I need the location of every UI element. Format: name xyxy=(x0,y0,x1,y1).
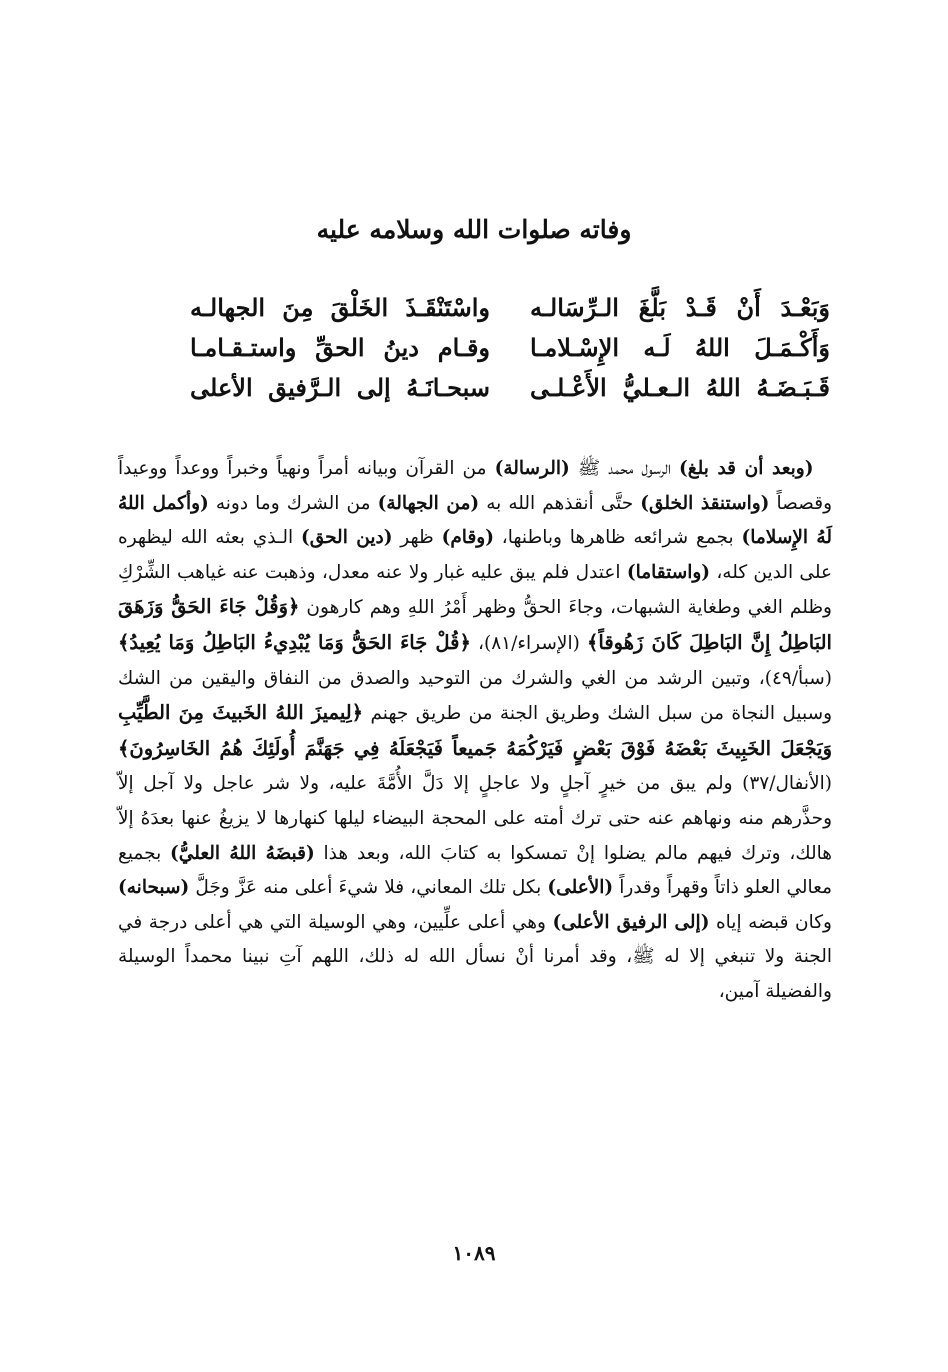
verse-first-hemistich: قَـبَـضَـهُ اللهُ الـعـليُّ الأَعْـلـى xyxy=(530,373,830,402)
surah-reference: (الإسراء/٨١)، xyxy=(470,632,587,654)
quoted-verse-phrase: (وبعد أن قد بلغ) xyxy=(678,458,814,479)
verse-first-hemistich: وَبَعْـدَ أَنْ قَـدْ بَلَّغَ الـرِّسَالـه xyxy=(530,293,830,322)
quoted-verse-phrase: (إلى الرفيق الأعلى) xyxy=(552,911,710,933)
quoted-verse-phrase: (قبضَهُ اللهُ العليُّ) xyxy=(170,842,315,864)
verse-first-hemistich: وَأَكْـمَـلَ اللهُ لَـه الإِسْـلامـا xyxy=(530,333,830,362)
text-run: بجمع شرائعه ظاهرها وباطنها، xyxy=(493,527,742,549)
page-number: ١٠٨٩ xyxy=(452,1241,496,1265)
commentary-paragraph xyxy=(118,452,832,1010)
text-run: الرسول محمد ﷺ xyxy=(569,458,679,479)
quoted-verse-phrase: (سبحانه) xyxy=(118,877,190,899)
poem-block xyxy=(190,290,830,410)
poem-verse xyxy=(190,330,830,370)
text-run: اعتدل فلم يبق عليه غبار ولا عنه معدل، وذهبت عنه غياهب الشِّرْكِ وظلم الغي وطغاية الشبهات، وجاءَ الحقُّ وظهر أَمْرُ اللهِ وهم كارهون xyxy=(118,561,832,619)
text-run: ولم يبق من خيرٍ آجلٍ ولا عاجلٍ إلا دَلَّ الأُمَّةَ عليه، ولا شر عاجل ولا آجل إلاّ وحذَّرهم منه ونهاهم عنه حتى ترك أمته على المحجة البيضاء ليلها كنهارها لا يزيغُ عنها بعدَهُ إلاّ هالك، وترك فيهم مالم يضلوا إنْ تمسكوا به كتابَ الله، وبعد هذا xyxy=(118,773,832,864)
quoted-verse-phrase: (واستنقذ الخلق) xyxy=(640,492,770,514)
quoted-verse-phrase: (الأعلى) xyxy=(547,877,614,899)
quoted-verse-phrase: (وقام) xyxy=(441,527,494,549)
text-run: وهي أعلى علِّيين، وهي الوسيلة التي هي أعلى درجة في الجنة ولا تنبغي إلا له ﷺ، وقد أمرنا أنْ نسأل الله له ذلك، اللهم آتِ نبينا محمداً الوسيلة والفضيلة آمين، xyxy=(118,911,832,1002)
quoted-verse-phrase: (الرسالة) xyxy=(494,458,570,479)
quoted-verse-phrase: (دين الحق) xyxy=(300,527,393,549)
quran-quote: ﴿قُلْ جَاءَ الحَقُّ وَمَا يُبْدِيءُ البَاطِلُ وَمَا يُعِيدُ﴾ xyxy=(118,630,471,654)
quran-quote: ﴿وَقُلْ جَاءَ الحَقُّ وَزَهَقَ البَاطِلُ إِنَّ البَاطِلَ كَانَ زَهُوقاً﴾ xyxy=(118,595,832,654)
surah-reference: (سبأ/٤٩)، xyxy=(750,667,832,689)
commentary-text xyxy=(118,452,832,1010)
quoted-verse-phrase: (وأكمل اللهُ لَهُ الإِسلاما) xyxy=(118,492,832,549)
text-run: بكل تلك المعاني، فلا شيءَ أعلى منه عَزَّ وجَلَّ xyxy=(189,877,548,899)
text-run: ظهر xyxy=(392,527,442,549)
text-run: وكان قبضه إياه xyxy=(709,911,832,933)
quoted-verse-phrase: (واستقاما) xyxy=(626,561,711,583)
quoted-verse-phrase: (من الجهالة) xyxy=(377,492,480,514)
text-run: بجميع معالي العلو ذاتاً وقهراً وقدراً xyxy=(118,842,832,899)
verse-second-hemistich: سبحـانَـهُ إلى الـرَّفيق الأعلى xyxy=(190,373,490,402)
poem-verse xyxy=(190,370,830,410)
text-run: من القرآن وبيانه أمراً ونهياً وخبراً ووعداً ووعيداً وقصصاً xyxy=(118,458,833,514)
verse-second-hemistich: واسْتَنْقَـذَ الخَلْقَ مِنَ الجهالـه xyxy=(190,293,490,322)
text-run: وتبين الرشد من الغي والشرك من التوحيد والصدق من النفاق واليقين من الشك وسبيل النجاة من سبل الشك وطريق الجنة من طريق جهنم xyxy=(118,667,832,725)
text-run: الـذي بعثه الله ليظهره على الدين كله، xyxy=(118,527,832,583)
poem-verse xyxy=(190,290,830,330)
text-run: من الشرك وما دونه xyxy=(208,492,378,514)
surah-reference: (الأنفال/٣٧) xyxy=(732,773,832,795)
section-title: وفاته صلوات الله وسلامه عليه xyxy=(316,215,632,244)
quran-quote: ﴿لِيميزَ اللهُ الخَبيثَ مِنَ الطَّيِّبِ وَيَجْعَلَ الخَبِيثَ بَعْضَهُ فَوْقَ بَعْضٍ فَيَرْكُمَهُ جَميعاً فَيَجْعَلَهُ فِي جَهَنَّمَ أُولَئِكَ هُمُ الخَاسِرُونَ﴾ xyxy=(118,701,832,760)
text-run: حتَّى أنقذهم الله به xyxy=(479,492,641,514)
verse-second-hemistich: وقـام دينُ الحقِّ واستـقـامـا xyxy=(190,333,490,362)
